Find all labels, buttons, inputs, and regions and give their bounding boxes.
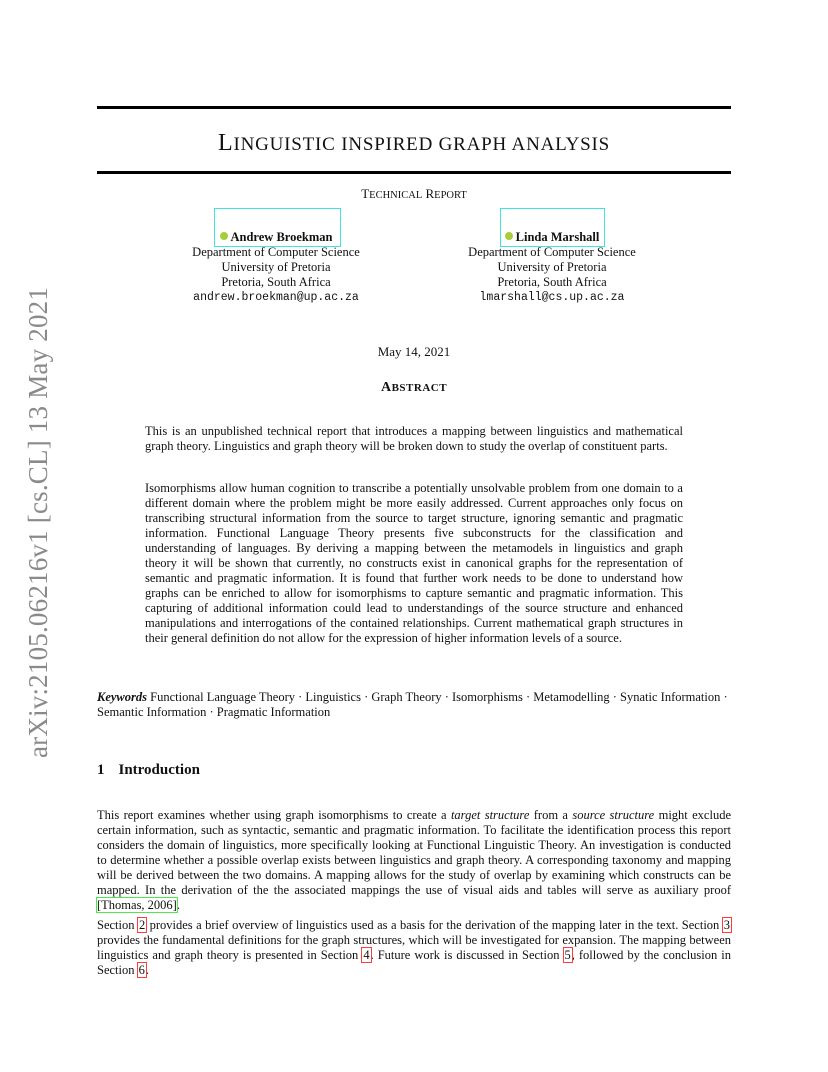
publication-date: May 14, 2021 xyxy=(377,344,451,359)
citation-link[interactable]: [Thomas, 2006] xyxy=(97,898,177,912)
author-university: University of Pretoria xyxy=(497,260,607,274)
author-block xyxy=(156,230,396,305)
report-type: TECHNICAL REPORT xyxy=(361,186,467,201)
author-university: University of Pretoria xyxy=(221,260,331,274)
author-block xyxy=(432,230,672,305)
section-number: 1 xyxy=(97,762,105,778)
keywords-list: Functional Language Theory · Linguistics · Graph Theory · Isomorphisms · Metamodelling · Synatic Information · Semantic Information · Pragmatic Information xyxy=(97,690,728,719)
intro-paragraph: This report examines whether using graph isomorphisms to create a target structure from a source structure might exclude certain information, such as syntactic, semantic and pragmatic information. To facilitate the identification process this report considers the domain of linguistics, more specifically looking at Functional Linguistic Theory. An investigation is conducted to determine whether a possible overlap exists between linguistics and graph theory. A corresponding taxonomy and mapping will be derived between the two domains. A mapping allows for the study of overlap by examining which constructs can be mapped. In the derivation of the the associated mappings the use of visual aids and tables will serve as auxiliary proof [Thomas, 2006]. xyxy=(97,808,731,912)
author-location: Pretoria, South Africa xyxy=(497,275,607,289)
author-name-line xyxy=(156,230,396,245)
arxiv-identifier: arXiv:2105.06216v1 [cs.CL] 13 May 2021 xyxy=(23,286,53,758)
author-email: andrew.broekman@up.ac.za xyxy=(193,291,359,304)
section-ref-link[interactable]: 5 xyxy=(564,948,571,962)
section-ref-link[interactable]: 4 xyxy=(363,948,370,962)
author-name[interactable]: Andrew Broekman xyxy=(230,230,333,244)
author-name-line xyxy=(432,230,672,245)
section-heading xyxy=(97,762,200,779)
author-department: Department of Computer Science xyxy=(468,245,636,259)
author-location: Pretoria, South Africa xyxy=(221,275,331,289)
intro-paragraph: Section 2 provides a brief overview of linguistics used as a basis for the derivation of the mapping later in the text. Section 3 provides the fundamental definitions for the graph structures, which will be investigated for expansion. The mapping between linguistics and graph theory is presented in Section 4. Future work is discussed in Section 5, followed by the conclusion in Section 6. xyxy=(97,918,731,977)
author-email: lmarshall@cs.up.ac.za xyxy=(479,291,625,304)
author-name[interactable]: Linda Marshall xyxy=(515,230,600,244)
abstract-heading: ABSTRACT xyxy=(380,380,448,395)
abstract-paragraph: This is an unpublished technical report that introduces a mapping between linguistics and mathematical graph theory. Linguistics and graph theory will be broken down to study the overlap of constituent parts. xyxy=(145,424,683,453)
orcid-icon[interactable] xyxy=(220,232,228,240)
keywords-label: Keywords xyxy=(97,690,147,704)
keywords xyxy=(97,690,731,720)
section-ref-link[interactable]: 6 xyxy=(138,963,145,977)
section-ref-link[interactable]: 2 xyxy=(138,918,146,932)
author-department: Department of Computer Science xyxy=(192,245,360,259)
abstract-paragraph: Isomorphisms allow human cognition to transcribe a potentially unsolvable problem from one domain to a different domain where the problem might be more easily addressed. Current approaches only focus on transcribing structural information from the source to target structure, ignoring semantic and pragmatic information. Functional Language Theory presents five subconstructs for the classification and understanding of languages. By deriving a mapping between the metamodels in linguistics and graph theory it will be shown that currently, no constructs exist in canonical graphs for the representation of semantic and pragmatic information. It is found that further work needs to be done to understand how graphs can be enriched to allow for isomorphisms to capture semantic and pragmatic information. This capturing of additional information could lead to understandings of the source structure and enhanced manipulations and interrogations of the contained relationships. Current mathematical graph structures in their general definition do not allow for the expression of higher information levels of a source. xyxy=(145,481,683,645)
title-top-rule xyxy=(97,106,731,109)
section-ref-link[interactable]: 3 xyxy=(723,918,730,932)
section-title: Introduction xyxy=(118,762,200,778)
paper-title: LINGUISTIC INSPIRED GRAPH ANALYSIS xyxy=(217,130,611,156)
title-bottom-rule xyxy=(97,171,731,174)
orcid-icon[interactable] xyxy=(505,232,513,240)
